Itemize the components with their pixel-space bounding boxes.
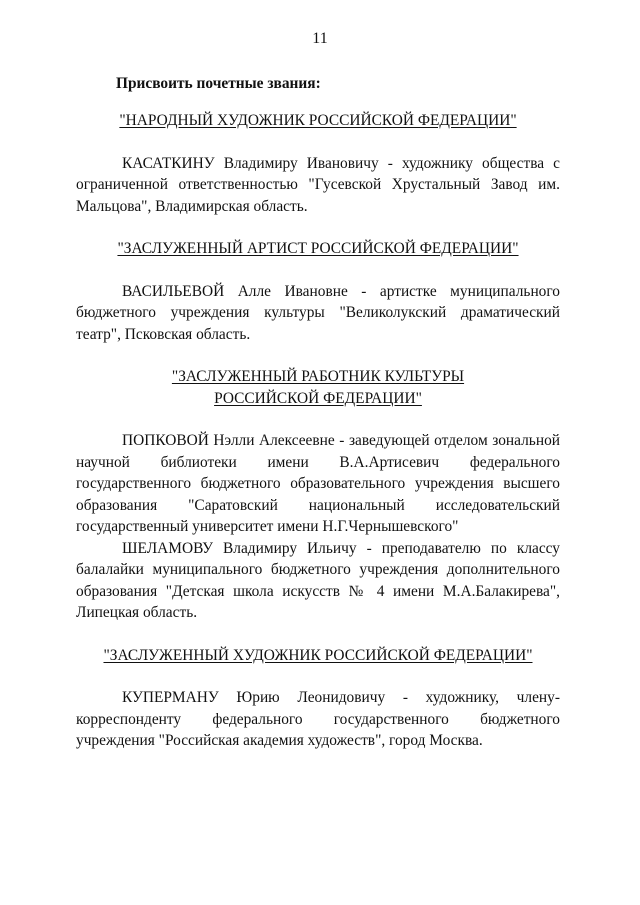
section-heading (76, 366, 560, 409)
award-paragraph: ШЕЛАМОВУ Владимиру Ильичу - преподавателю по классу балалайки муниципального бюджетного учреждения дополнительного образования "Детская школа искусств № 4 имени М.А.Балакирева", Липецкая область. (76, 539, 560, 621)
award-section (76, 238, 560, 345)
section-heading-line: "ЗАСЛУЖЕННЫЙ РАБОТНИК КУЛЬТУРЫ (171, 368, 465, 385)
page-number: 11 (312, 30, 328, 47)
section-heading (76, 645, 560, 667)
section-heading-line: "ЗАСЛУЖЕННЫЙ АРТИСТ РОССИЙСКОЙ ФЕДЕРАЦИИ" (117, 240, 519, 257)
intro-text: Присвоить почетные звания: (116, 75, 321, 92)
document-body (76, 74, 560, 752)
section-heading-line: "НАРОДНЫЙ ХУДОЖНИК РОССИЙСКОЙ ФЕДЕРАЦИИ" (119, 112, 517, 129)
section-heading-line: "ЗАСЛУЖЕННЫЙ ХУДОЖНИК РОССИЙСКОЙ ФЕДЕРАЦИИ" (103, 646, 533, 664)
award-paragraph: ПОПКОВОЙ Нэлли Алексеевне - заведующей отделом зональной научной библиотеки имени В.А.Артисевич федерального государственного бюджетного образовательного учреждения высшего образования "Саратовский национальный исследовательский государственный университет имени Н.Г.Чернышевского" (76, 432, 560, 535)
award-paragraph: ВАСИЛЬЕВОЙ Алле Ивановне - артистке муниципального бюджетного учреждения культуры "Великолукский драматический театр", Псковская область. (76, 282, 560, 343)
award-paragraph: КУПЕРМАНУ Юрию Леонидовичу - художнику, члену-корреспонденту федерального государственного бюджетного учреждения "Российская академия художеств", город Москва. (76, 689, 560, 749)
award-section (76, 366, 560, 624)
award-section (76, 110, 560, 217)
section-heading-line: РОССИЙСКОЙ ФЕДЕРАЦИИ" (214, 389, 422, 407)
award-section (76, 645, 560, 752)
award-paragraph: КАСАТКИНУ Владимиру Ивановичу - художнику общества с ограниченной ответственностью "Гусевской Хрустальный Завод им. Мальцова", Владимирская область. (76, 154, 560, 215)
section-heading (76, 110, 560, 132)
section-heading (76, 238, 560, 260)
